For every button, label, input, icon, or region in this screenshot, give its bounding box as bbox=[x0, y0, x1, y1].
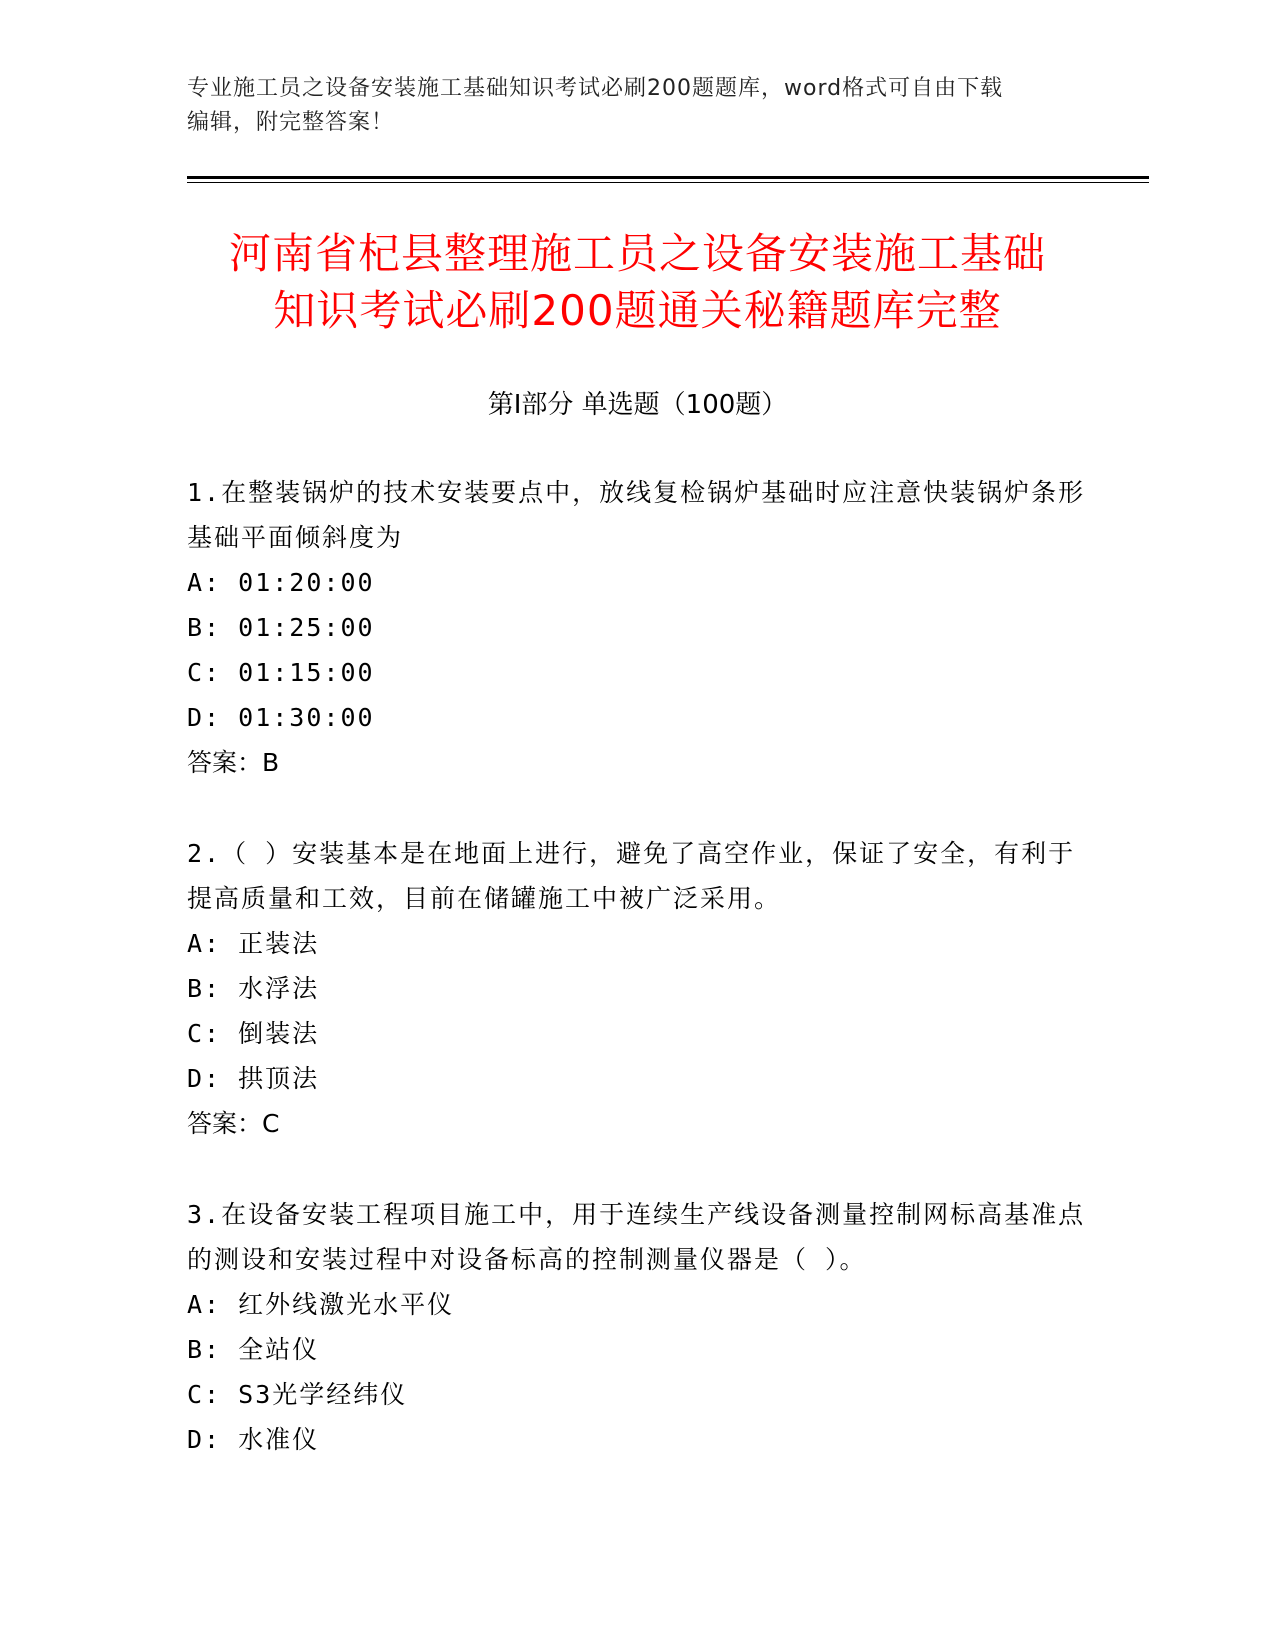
question-stem: 3.在设备安装工程项目施工中，用于连续生产线设备测量控制网标高基准点的测设和安装过程中对设备标高的控制测量仪器是（ ）。 bbox=[187, 1200, 1086, 1274]
header-divider-thick bbox=[187, 176, 1149, 179]
section-heading: 第I部分 单选题（100题） bbox=[487, 390, 788, 420]
question-2 bbox=[187, 831, 1087, 1146]
option-d: D: 01:30:00 bbox=[187, 703, 375, 732]
document-title-line1: 河南省杞县整理施工员之设备安装施工基础 bbox=[228, 229, 1046, 278]
option-c: C: 01:15:00 bbox=[187, 658, 375, 687]
answer: 答案：B bbox=[187, 748, 280, 777]
header-note-line1: 专业施工员之设备安装施工基础知识考试必刷200题题库，word格式可自由下载 bbox=[187, 76, 1004, 101]
question-list bbox=[187, 470, 1087, 1508]
question-stem: 2.（ ）安装基本是在地面上进行，避免了高空作业，保证了安全，有利于提高质量和工效，目前在储罐施工中被广泛采用。 bbox=[187, 839, 1076, 913]
option-b: B: 水浮法 bbox=[187, 974, 320, 1003]
option-d: D: 水准仪 bbox=[187, 1425, 320, 1454]
option-d: D: 拱顶法 bbox=[187, 1064, 320, 1093]
header-note-line2: 编辑，附完整答案！ bbox=[187, 110, 395, 135]
question-3 bbox=[187, 1192, 1087, 1462]
answer: 答案：C bbox=[187, 1109, 280, 1138]
question-1 bbox=[187, 470, 1087, 785]
option-c: C: S3光学经纬仪 bbox=[187, 1380, 408, 1409]
option-a: A: 正装法 bbox=[187, 929, 320, 958]
question-stem: 1.在整装锅炉的技术安装要点中，放线复检锅炉基础时应注意快装锅炉条形基础平面倾斜度为 bbox=[187, 478, 1086, 552]
document-title bbox=[150, 225, 1125, 339]
option-c: C: 倒装法 bbox=[187, 1019, 320, 1048]
option-b: B: 全站仪 bbox=[187, 1335, 320, 1364]
header-note bbox=[187, 72, 1087, 140]
option-a: A: 红外线激光水平仪 bbox=[187, 1290, 455, 1319]
option-a: A: 01:20:00 bbox=[187, 568, 375, 597]
header-divider-thin bbox=[187, 182, 1149, 183]
option-b: B: 01:25:00 bbox=[187, 613, 375, 642]
document-title-line2: 知识考试必刷200题通关秘籍题库完整 bbox=[273, 286, 1002, 335]
